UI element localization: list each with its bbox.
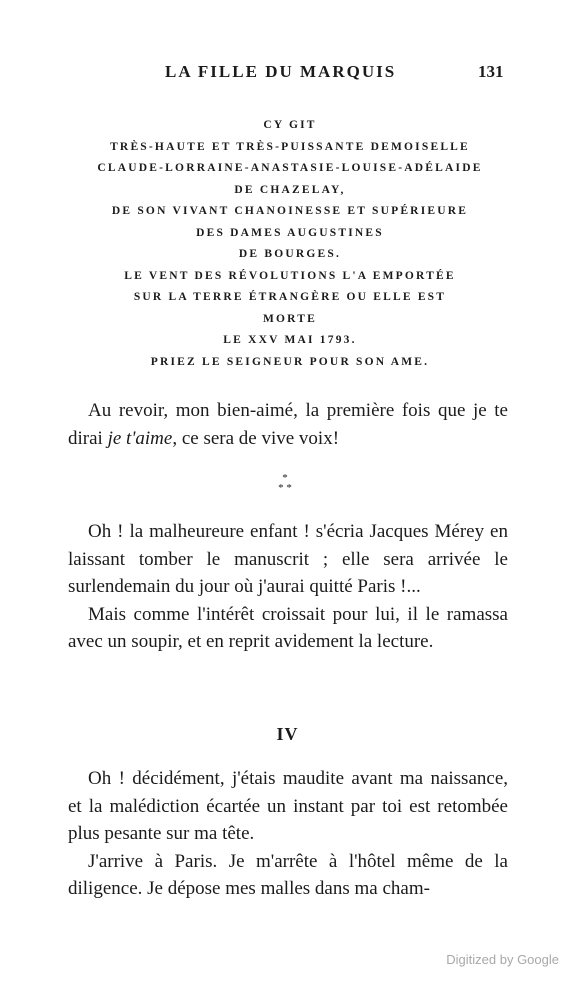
epitaph-line: SUR LA TERRE ÉTRANGÈRE OU ELLE EST	[133, 291, 447, 303]
epitaph-line: DE BOURGES.	[238, 248, 342, 260]
chapter-paragraph: J'arrive à Paris. Je m'arrête à l'hôtel même de la diligence. Je dépose mes malles dans ma cham-	[68, 850, 508, 899]
page-header	[0, 62, 575, 86]
epitaph-line: DES DAMES AUGUSTINES	[196, 226, 384, 239]
epitaph-line: MORTE	[262, 312, 318, 325]
closing-text-before: Au revoir, mon bien-aimé, la première fois que je te dirai	[68, 400, 508, 449]
epitaph-line: PRIEZ LE SEIGNEUR POUR SON AME.	[150, 355, 430, 368]
epitaph-line: DE CHAZELAY,	[234, 183, 346, 196]
letter-closing	[68, 397, 508, 452]
narrative-paragraph: Mais comme l'intérêt croissait pour lui, il le ramassa avec un soupir, et en reprit avidement la lecture.	[68, 603, 508, 652]
running-title: LA FILLE DU MARQUIS	[165, 62, 397, 81]
asterism-divider	[265, 473, 305, 503]
epitaph-inscription	[40, 115, 540, 373]
epitaph-line: CY GIT	[263, 119, 317, 131]
closing-text-after: , ce sera de vive voix!	[172, 427, 340, 449]
chapter-paragraph: Oh ! décidément, j'étais maudite avant ma naissance, et la malédiction écartée un instant par toi est retombée plus pesante sur ma tête.	[68, 768, 508, 844]
page-number: 131	[478, 62, 504, 81]
epitaph-line: LE VENT DES RÉVOLUTIONS L'A EMPORTÉE	[124, 269, 456, 282]
narrative-section	[68, 518, 508, 656]
epitaph-line: TRÈS-HAUTE ET TRÈS-PUISSANTE DEMOISELLE	[110, 140, 470, 153]
asterism-top: *	[282, 472, 288, 484]
epitaph-line: LE XXV MAI 1793.	[223, 334, 357, 346]
letter-closing-paragraph	[68, 397, 508, 452]
chapter-heading: IV	[276, 724, 299, 744]
epitaph-line: DE SON VIVANT CHANOINESSE ET SUPÉRIEURE	[111, 205, 469, 217]
digitization-watermark: Digitized by Google	[446, 952, 559, 967]
closing-emphasis: je t'aime	[107, 427, 173, 449]
epitaph-line: CLAUDE-LORRAINE-ANASTASIE-LOUISE-ADÉLAIDE	[97, 162, 483, 174]
chapter-text	[68, 765, 508, 903]
narrative-paragraph: Oh ! la malheureure enfant ! s'écria Jacques Mérey en laissant tomber le manuscrit ; elle sera arrivée le surlendemain du jour où j'aurai quitté Paris !...	[68, 521, 508, 597]
asterism-bottom: * *	[278, 482, 292, 494]
